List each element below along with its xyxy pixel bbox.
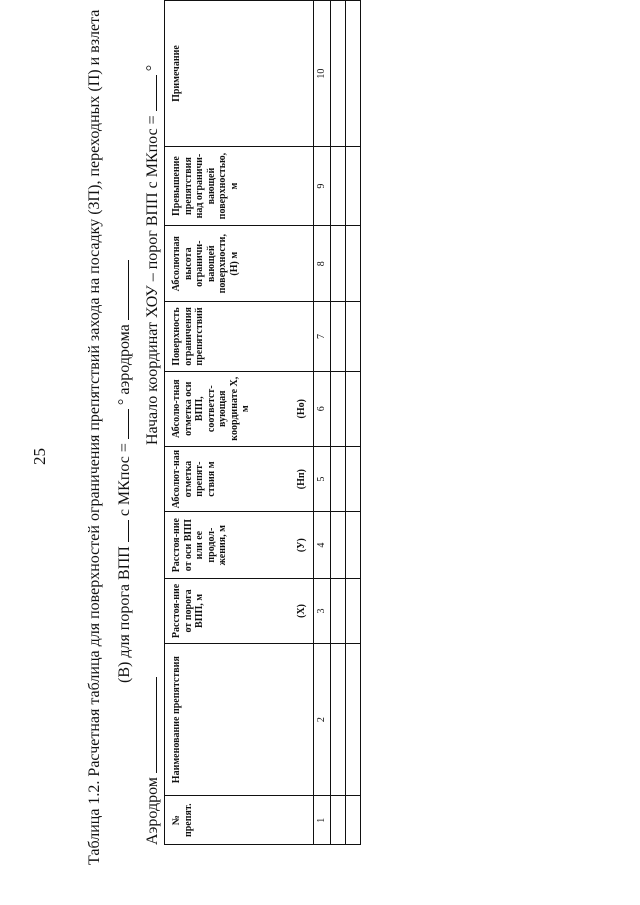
table-cell	[346, 226, 361, 302]
aerodrome-line	[142, 677, 162, 845]
header-cell: Примечание	[165, 1, 314, 147]
degree-sign: °	[144, 64, 161, 72]
table-cell	[346, 512, 361, 579]
header-cell: № препят.	[165, 796, 314, 845]
obstacles-table	[164, 0, 361, 845]
blank-line	[114, 520, 129, 542]
start-coords-text: Начало координат ХОУ – порог ВПП с МКпос =	[144, 115, 161, 445]
header-cell: Абсолют-ная отметка препят-ствия м (Нп)	[165, 446, 314, 511]
column-number: 2	[314, 643, 331, 796]
header-cell: Абсолю-тная отметка оси ВПП, соответст-вующая координате Х, м (Но)	[165, 371, 314, 446]
column-number: 6	[314, 371, 331, 446]
table-cell	[346, 302, 361, 371]
subtitle	[114, 260, 134, 683]
subtitle-part3: ° аэродрома	[116, 324, 133, 406]
column-number: 9	[314, 147, 331, 226]
table-cell	[346, 796, 361, 845]
column-number: 7	[314, 302, 331, 371]
table-row	[346, 1, 361, 845]
header-cell: Расстоя-ние от порога ВПП, м (X)	[165, 578, 314, 643]
column-number-row	[314, 1, 331, 845]
column-number: 3	[314, 578, 331, 643]
blank-line	[114, 409, 129, 439]
table-cell	[346, 371, 361, 446]
table-cell	[346, 446, 361, 511]
column-number: 10	[314, 1, 331, 147]
blank-line	[142, 677, 157, 773]
table-cell	[346, 643, 361, 796]
table-cell	[331, 512, 346, 579]
table-header-row	[165, 1, 314, 845]
table-cell	[346, 578, 361, 643]
column-number: 8	[314, 226, 331, 302]
column-number: 5	[314, 446, 331, 511]
subtitle-part1: (В) для порога ВПП	[116, 546, 133, 683]
start-coords-line	[142, 65, 162, 445]
table-cell	[331, 1, 346, 147]
blank-line	[114, 260, 129, 320]
table-title: Таблица 1.2. Расчетная таблица для поверхностей ограничения препятствий захода на посадку (ЗП), переходных (П) и взлета	[86, 9, 103, 865]
table-row	[331, 1, 346, 845]
header-cell: Расстоя-ние от оси ВПП или ее продол-жения, м (У)	[165, 512, 314, 579]
header-cell: Абсолютная высота ограничи-вающей поверхности, (Н) м	[165, 226, 314, 302]
header-cell: Превышение препятствия над ограничи-вающей поверхностью, м	[165, 147, 314, 226]
table-cell	[346, 1, 361, 147]
blank-line	[142, 75, 157, 111]
table-cell	[331, 371, 346, 446]
header-cell: Поверхность ограничения препятствий	[165, 302, 314, 371]
table-cell	[331, 446, 346, 511]
column-number: 1	[314, 796, 331, 845]
table-cell	[331, 643, 346, 796]
table-cell	[331, 147, 346, 226]
table-cell	[331, 578, 346, 643]
table-cell	[331, 302, 346, 371]
table-cell	[331, 796, 346, 845]
table-cell	[331, 226, 346, 302]
aerodrome-label: Аэродром	[144, 777, 161, 845]
table-cell	[346, 147, 361, 226]
page-number: 25	[30, 448, 49, 465]
column-number: 4	[314, 512, 331, 579]
header-cell: Наименование препятствия	[165, 643, 314, 796]
subtitle-part2: с МКпос =	[116, 443, 133, 517]
